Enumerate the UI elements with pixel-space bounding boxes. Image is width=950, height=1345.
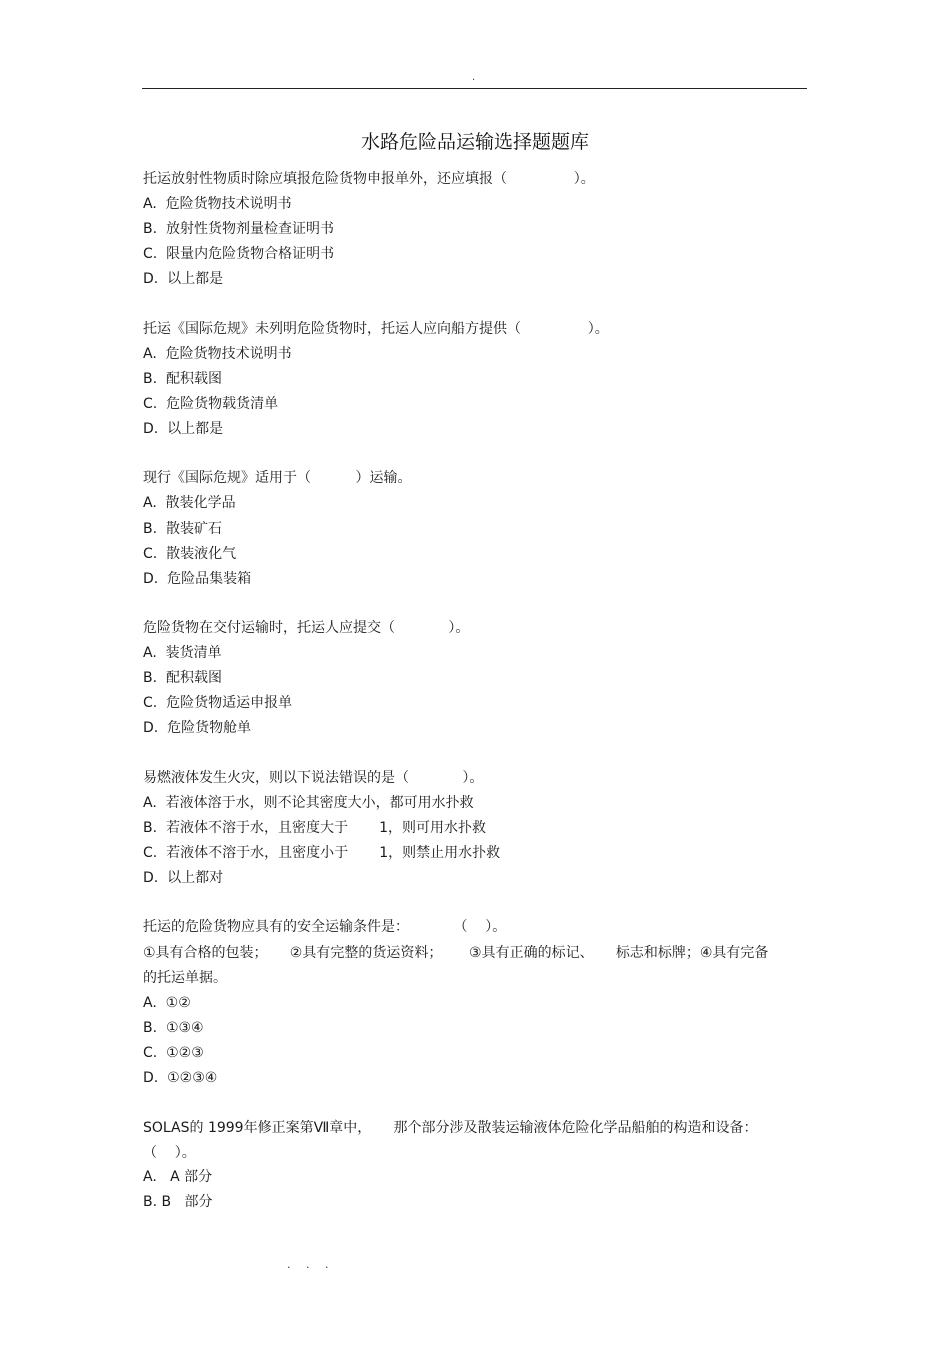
question-6-option-b: B. ①③④ <box>143 1020 204 1036</box>
question-3-option-b: B. 散装矿石 <box>143 521 222 537</box>
question-6-stem: 托运的危险货物应具有的安全运输条件是： （ ）。 <box>143 919 507 935</box>
question-2-option-d: D. 以上都是 <box>143 421 224 437</box>
question-3-option-c: C. 散装液化气 <box>143 546 237 562</box>
question-2-option-c: C. 危险货物载货清单 <box>143 396 279 412</box>
question-7-stem-line-2: （ ）。 <box>143 1145 196 1161</box>
header-rule <box>142 88 807 89</box>
question-1-option-a: A. 危险货物技术说明书 <box>143 196 292 212</box>
question-1-stem: 托运放射性物质时除应填报危险货物申报单外，还应填报（ ）。 <box>143 171 595 187</box>
question-4-option-d: D. 危险货物舱单 <box>143 720 252 736</box>
question-7-stem: SOLAS的 1999年修正案第Ⅶ章中， 那个部分涉及散装运输液体危险化学品船舶的构造和设备： <box>143 1120 758 1136</box>
question-2-option-a: A. 危险货物技术说明书 <box>143 346 292 362</box>
header-mark: . <box>472 72 476 83</box>
question-4-stem: 危险货物在交付运输时，托运人应提交（ ）。 <box>143 620 470 636</box>
question-2-stem: 托运《国际危规》未列明危险货物时，托运人应向船方提供（ ）。 <box>143 321 609 337</box>
question-5-option-c: C. 若液体不溶于水，且密度小于 1，则禁止用水扑救 <box>143 845 501 861</box>
footer-mark: . . . <box>287 1258 335 1271</box>
question-4-option-a: A. 装货清单 <box>143 645 222 661</box>
question-4-option-c: C. 危险货物适运申报单 <box>143 695 293 711</box>
question-2-option-b: B. 配积载图 <box>143 371 222 387</box>
question-4-option-b: B. 配积载图 <box>143 670 222 686</box>
question-3-stem: 现行《国际危规》适用于（ ）运输。 <box>143 470 412 486</box>
question-6-stem-line-3: 的托运单据。 <box>143 970 227 986</box>
question-6-option-c: C. ①②③ <box>143 1045 204 1061</box>
question-6-option-a: A. ①② <box>143 995 191 1011</box>
document-title: 水路危险品运输选择题题库 <box>360 131 589 153</box>
question-5-stem: 易燃液体发生火灾，则以下说法错误的是（ ）。 <box>143 770 484 786</box>
question-7-option-b: B. B 部分 <box>143 1194 213 1210</box>
question-5-option-b: B. 若液体不溶于水，且密度大于 1，则可用水扑救 <box>143 820 487 836</box>
question-1-option-c: C. 限量内危险货物合格证明书 <box>143 246 335 262</box>
question-3-option-a: A. 散装化学品 <box>143 495 236 511</box>
question-5-option-a: A. 若液体溶于水，则不论其密度大小，都可用水扑救 <box>143 795 474 811</box>
question-3-option-d: D. 危险品集装箱 <box>143 571 252 587</box>
question-1-option-b: B. 放射性货物剂量检查证明书 <box>143 221 334 237</box>
question-5-option-d: D. 以上都对 <box>143 870 224 886</box>
question-1-option-d: D. 以上都是 <box>143 271 224 287</box>
question-6-option-d: D. ①②③④ <box>143 1070 218 1086</box>
question-6-stem-line-2: ①具有合格的包装； ②具有完整的货运资料； ③具有正确的标记、 标志和标牌；④具有完备 <box>143 945 769 961</box>
question-7-option-a: A. A 部分 <box>143 1169 213 1185</box>
